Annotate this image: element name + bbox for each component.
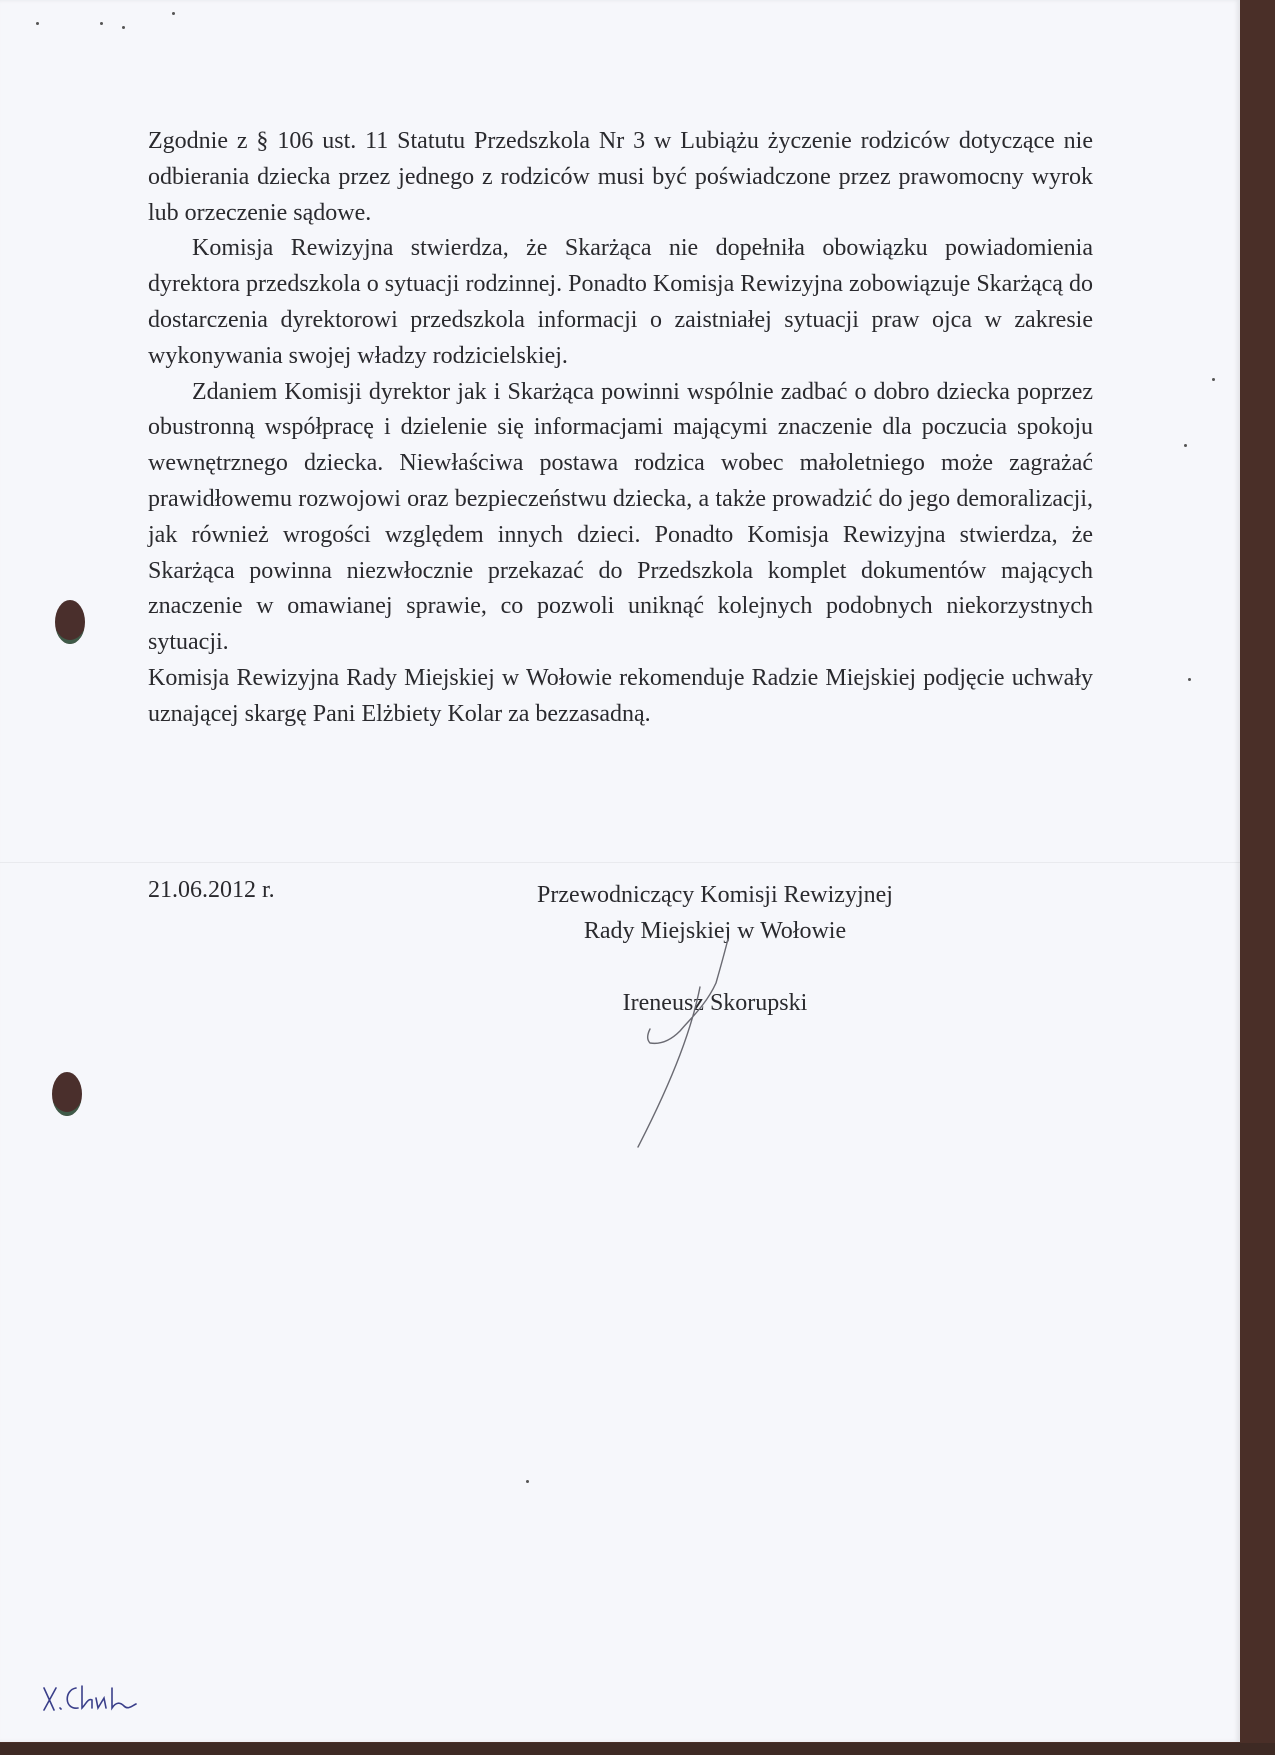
scan-speck [122,26,125,29]
paragraph-recommendation: Komisja Rewizyjna Rady Miejskiej w Wołowie rekomenduje Radzie Miejskiej podjęcie uchwały uznającej skargę Pani Elżbiety Kolar za bezzasadną. [148,664,1093,727]
punch-hole-lower [52,1072,82,1116]
scan-border [0,1743,1275,1755]
signature-title-line2: Rady Miejskiej w Wołowie [583,918,847,944]
scan-speck [1184,444,1187,447]
document-body [148,124,1093,733]
scan-speck [1188,678,1191,681]
scan-fold-line [0,862,1240,863]
paragraph-commission-opinion: Zdaniem Komisji dyrektor jak i Skarżąca powinni wspólnie zadbać o dobro dziecka poprzez obustronną współpracę i dzielenie się informacjami mającymi znaczenie dla poczucia spokoju wewnętrznego dziecka. Niewłaściwa postawa rodzica wobec małoletniego może zagrażać prawidłowemu rozwojowi oraz bezpieczeństwu dziecka, a także prowadzić do jego demoralizacji, jak również wrogości względem innych dzieci. Ponadto Komisja Rewizyjna stwierdza, że Skarżąca powinna niezwłocznie przekazać do Przedszkola komplet dokumentów mających znaczenie w omawianej sprawie, co pozwoli uniknąć kolejnych podobnych niekorzystnych sytuacji. [148,378,1093,656]
signature-title-line1: Przewodniczący Komisji Rewizyjnej [537,882,893,908]
scan-speck [100,22,103,25]
scan-speck [172,12,175,15]
scan-speck [526,1480,529,1483]
punch-hole-upper [55,600,85,644]
document-date: 21.06.2012 r. [148,877,275,903]
paragraph-commission-finding: Komisja Rewizyjna stwierdza, że Skarżąca nie dopełniła obowiązku powiadomienia dyrektora przedszkola o sytuacji rodzinnej. Ponadto Komisja Rewizyjna zobowiązuje Skarżącą do dostarczenia dyrektorowi przedszkola informacji o zaistniałej sytuacji praw ojca w zakresie wykonywania swojej władzy rodzicielskiej. [148,235,1093,369]
scan-speck [36,22,39,25]
handwritten-signature [620,935,740,1150]
signatory-name: Ireneusz Skorupski [622,990,808,1016]
handwritten-initials [40,1680,140,1716]
scan-speck [1212,378,1215,381]
paragraph-statute: Zgodnie z § 106 ust. 11 Statutu Przedszkola Nr 3 w Lubiążu życzenie rodziców dotyczące nie odbierania dziecka przez jednego z rodziców musi być poświadczone przez prawomocny wyrok lub orzeczenie sądowe. [148,128,1093,226]
